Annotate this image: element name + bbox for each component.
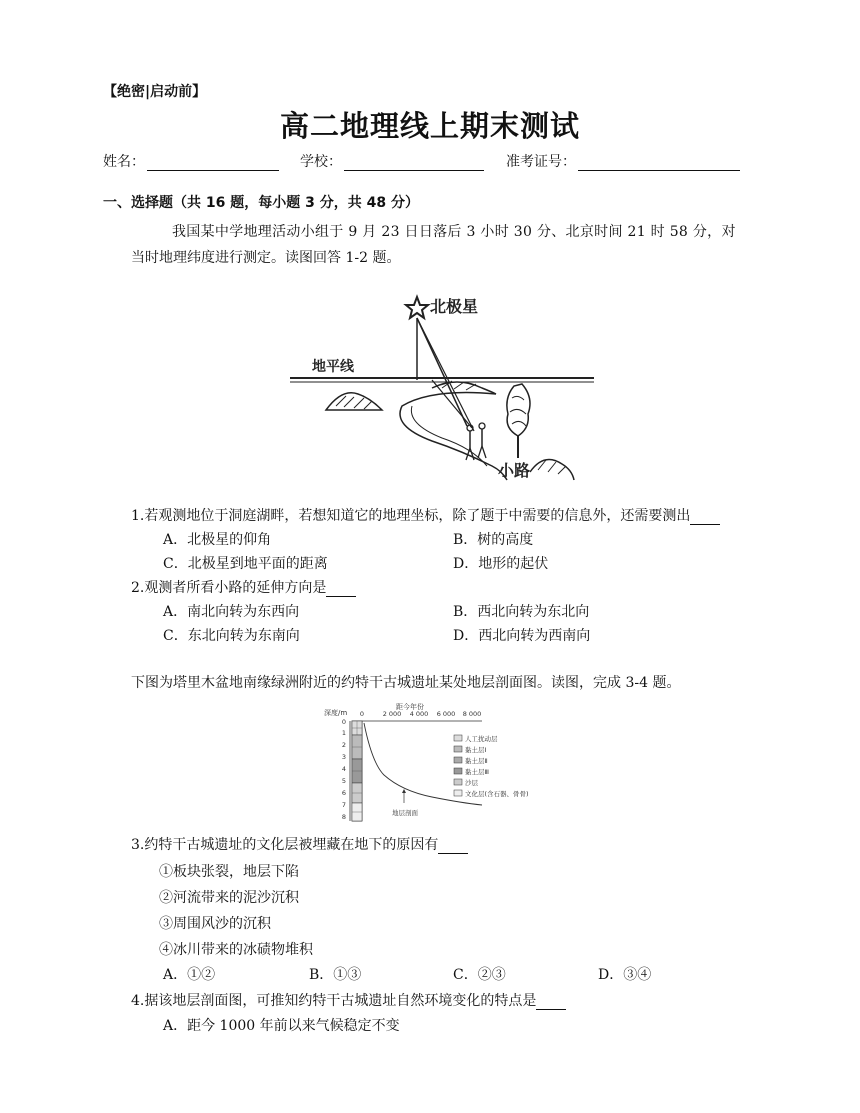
question-1-answer-blank[interactable] xyxy=(690,510,720,525)
passage2-text: 下图为塔里木盆地南缘绿洲附近的约特干古城遗址某处地层剖面图。读图，完成 3-4 题。 xyxy=(131,675,681,691)
q1-option-c[interactable]: C．北极星到地平面的距离 xyxy=(163,556,328,572)
x-tick-4: 8 000 xyxy=(462,710,482,718)
star-icon xyxy=(406,297,428,318)
polaris-observation-figure xyxy=(282,276,598,482)
horizon-label: 地平线 xyxy=(312,359,354,375)
question-2-stem: 2.观测者所看小路的延伸方向是 xyxy=(131,580,327,596)
stratigraphic-profile-figure xyxy=(322,703,562,823)
question-4 xyxy=(131,990,566,1010)
legend-item-6: 文化层(含石器、骨骨) xyxy=(465,790,529,798)
q1-option-a[interactable]: A．北极星的仰角 xyxy=(163,532,272,548)
q2-option-b[interactable]: B．西北向转为东北向 xyxy=(453,604,590,620)
legend-item-4: 黏土层Ⅲ xyxy=(465,768,489,776)
exam-id-field-group xyxy=(506,151,740,171)
depth-tick-0: 0 xyxy=(341,718,346,726)
depth-axis-label: 深度/m xyxy=(324,709,348,717)
page-title: 高二地理线上期末测试 xyxy=(279,109,580,143)
q2-option-a[interactable]: A．南北向转为东西向 xyxy=(163,604,300,620)
q3-item-1: ①板块张裂，地层下陷 xyxy=(159,864,299,880)
q3-option-b[interactable]: B．①③ xyxy=(309,967,362,983)
x-tick-1: 2 000 xyxy=(382,710,402,718)
question-3 xyxy=(131,834,468,854)
question-3-answer-blank[interactable] xyxy=(438,839,468,854)
passage1-line2: 当时地理纬度进行测定。读图回答 1-2 题。 xyxy=(131,250,401,266)
question-1-stem: 1.若观测地位于洞庭湖畔，若想知道它的地理坐标，除了题于中需要的信息外，还需要测出 xyxy=(131,508,691,524)
depth-tick-4: 4 xyxy=(341,765,346,773)
q2-option-c[interactable]: C．东北向转为东南向 xyxy=(163,628,300,644)
depth-tick-6: 6 xyxy=(341,789,346,797)
q4-option-a[interactable]: A．距今 1000 年前以来气候稳定不变 xyxy=(163,1018,400,1034)
question-4-stem: 4.据该地层剖面图，可推知约特干古城遗址自然环境变化的特点是 xyxy=(131,993,537,1009)
depth-tick-8: 8 xyxy=(341,813,346,821)
q2-option-d[interactable]: D．西北向转为西南向 xyxy=(453,628,591,644)
confidential-label: 【绝密|启动前】 xyxy=(103,84,207,100)
school-blank[interactable] xyxy=(344,155,484,171)
x-tick-2: 4 000 xyxy=(409,710,429,718)
legend-item-2: 黏土层Ⅰ xyxy=(465,746,487,754)
q3-option-d[interactable]: D．③④ xyxy=(598,967,652,983)
depth-tick-5: 5 xyxy=(341,777,346,785)
exam-id-label: 准考证号： xyxy=(506,154,576,170)
legend-item-3: 黏土层Ⅱ xyxy=(465,757,488,765)
school-field-group xyxy=(300,151,484,171)
age-axis-label: 距今年份 xyxy=(396,703,424,711)
depth-tick-2: 2 xyxy=(341,741,346,749)
name-label: 姓名： xyxy=(103,154,145,170)
q3-option-a[interactable]: A．①② xyxy=(163,967,216,983)
question-4-answer-blank[interactable] xyxy=(536,995,566,1010)
exam-id-blank[interactable] xyxy=(578,155,740,171)
profile-label: 地层剖面 xyxy=(392,809,418,817)
school-label: 学校： xyxy=(300,154,342,170)
passage1-line1: 我国某中学地理活动小组于 9 月 23 日日落后 3 小时 30 分、北京时间 21 时 58 分，对 xyxy=(172,224,736,240)
depth-tick-1: 1 xyxy=(341,729,346,737)
depth-tick-3: 3 xyxy=(341,753,346,761)
section-heading: 一、选择题（共 16 题，每小题 3 分，共 48 分） xyxy=(103,195,419,211)
question-3-stem: 3.约特干古城遗址的文化层被埋藏在地下的原因有 xyxy=(131,837,439,853)
path-label: 小路 xyxy=(498,461,531,480)
q3-item-4: ④冰川带来的冰碛物堆积 xyxy=(159,942,313,958)
x-tick-3: 6 000 xyxy=(436,710,456,718)
q3-option-c[interactable]: C．②③ xyxy=(453,967,506,983)
question-2-answer-blank[interactable] xyxy=(326,582,356,597)
name-blank[interactable] xyxy=(147,155,279,171)
name-field-group xyxy=(103,151,279,171)
q3-item-2: ②河流带来的泥沙沉积 xyxy=(159,890,299,906)
star-label: 北极星 xyxy=(430,297,479,316)
legend-item-1: 人工扰动层 xyxy=(465,735,498,743)
question-2 xyxy=(131,577,356,597)
q1-option-d[interactable]: D．地形的起伏 xyxy=(453,556,549,572)
legend-item-5: 沙层 xyxy=(465,779,478,787)
q1-option-b[interactable]: B．树的高度 xyxy=(453,532,534,548)
question-1 xyxy=(131,505,720,525)
x-tick-0: 0 xyxy=(359,710,365,718)
depth-tick-7: 7 xyxy=(341,801,346,809)
q3-item-3: ③周围风沙的沉积 xyxy=(159,916,271,932)
